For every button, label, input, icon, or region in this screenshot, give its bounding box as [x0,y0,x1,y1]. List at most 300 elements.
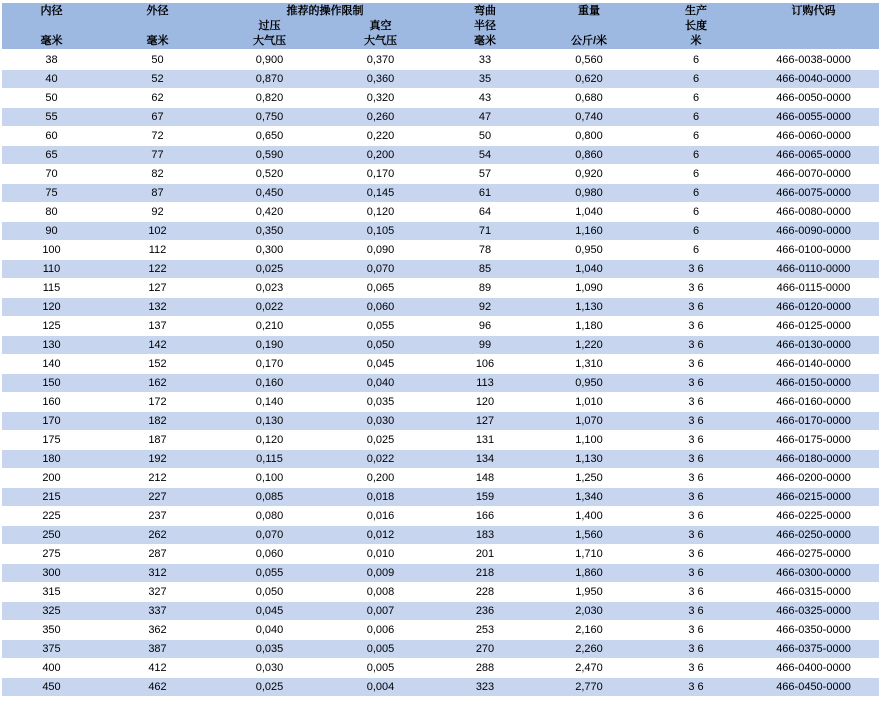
cell-bend-radius: 99 [436,336,534,355]
cell-weight: 2,030 [534,602,644,621]
cell-outer-diameter: 132 [101,298,214,317]
cell-bend-radius: 253 [436,621,534,640]
cell-overpressure: 0,450 [214,184,325,203]
cell-inner-diameter: 450 [2,678,101,697]
cell-order-code: 466-0070-0000 [748,165,879,184]
cell-vacuum: 0,018 [325,488,436,507]
cell-outer-diameter: 92 [101,203,214,222]
cell-overpressure: 0,520 [214,165,325,184]
cell-weight: 2,260 [534,640,644,659]
cell-overpressure: 0,210 [214,317,325,336]
cell-bend-radius: 236 [436,602,534,621]
cell-overpressure: 0,170 [214,355,325,374]
cell-order-code: 466-0110-0000 [748,260,879,279]
cell-production-length: 3 6 [644,621,748,640]
table-row [2,583,879,602]
table-row [2,488,879,507]
cell-weight: 1,250 [534,469,644,488]
col-production-header: 生产 [644,3,748,19]
cell-weight: 0,680 [534,89,644,108]
cell-bend-radius: 57 [436,165,534,184]
cell-weight: 1,040 [534,203,644,222]
cell-vacuum: 0,022 [325,450,436,469]
cell-inner-diameter: 70 [2,165,101,184]
cell-weight: 1,160 [534,222,644,241]
cell-outer-diameter: 362 [101,621,214,640]
cell-inner-diameter: 90 [2,222,101,241]
cell-bend-radius: 92 [436,298,534,317]
cell-production-length: 6 [644,70,748,89]
cell-production-length: 6 [644,184,748,203]
cell-weight: 1,180 [534,317,644,336]
cell-inner-diameter: 140 [2,355,101,374]
table-row [2,450,879,469]
cell-vacuum: 0,320 [325,89,436,108]
cell-bend-radius: 43 [436,89,534,108]
cell-production-length: 3 6 [644,450,748,469]
header-blank [2,19,101,34]
cell-production-length: 3 6 [644,260,748,279]
cell-vacuum: 0,360 [325,70,436,89]
table-row [2,279,879,298]
cell-bend-radius: 148 [436,469,534,488]
table-row [2,469,879,488]
cell-bend-radius: 33 [436,50,534,70]
table-row [2,222,879,241]
header-blank [101,19,214,34]
cell-inner-diameter: 200 [2,469,101,488]
cell-outer-diameter: 52 [101,70,214,89]
cell-overpressure: 0,025 [214,678,325,697]
cell-bend-radius: 47 [436,108,534,127]
cell-inner-diameter: 125 [2,317,101,336]
table-row [2,70,879,89]
cell-weight: 1,710 [534,545,644,564]
cell-inner-diameter: 300 [2,564,101,583]
cell-weight: 2,770 [534,678,644,697]
cell-bend-radius: 54 [436,146,534,165]
cell-inner-diameter: 180 [2,450,101,469]
cell-weight: 0,920 [534,165,644,184]
cell-overpressure: 0,100 [214,469,325,488]
cell-bend-radius: 228 [436,583,534,602]
cell-production-length: 3 6 [644,678,748,697]
table-row [2,507,879,526]
cell-production-length: 6 [644,108,748,127]
cell-outer-diameter: 127 [101,279,214,298]
cell-bend-radius: 183 [436,526,534,545]
cell-overpressure: 0,055 [214,564,325,583]
cell-production-length: 6 [644,127,748,146]
cell-weight: 1,010 [534,393,644,412]
col-order-code-header: 订购代码 [748,3,879,19]
cell-production-length: 3 6 [644,317,748,336]
col-outer-diameter-header: 外径 [101,3,214,19]
cell-outer-diameter: 212 [101,469,214,488]
cell-outer-diameter: 112 [101,241,214,260]
cell-order-code: 466-0060-0000 [748,127,879,146]
col-radius-header: 半径 [436,19,534,34]
cell-production-length: 6 [644,89,748,108]
cell-production-length: 3 6 [644,526,748,545]
unit-inner-diameter: 毫米 [2,34,101,50]
header-blank [748,19,879,34]
cell-bend-radius: 127 [436,412,534,431]
cell-bend-radius: 96 [436,317,534,336]
cell-order-code: 466-0225-0000 [748,507,879,526]
table-row [2,393,879,412]
cell-outer-diameter: 122 [101,260,214,279]
cell-production-length: 6 [644,165,748,184]
cell-inner-diameter: 215 [2,488,101,507]
cell-weight: 1,130 [534,298,644,317]
cell-outer-diameter: 262 [101,526,214,545]
cell-vacuum: 0,070 [325,260,436,279]
cell-bend-radius: 201 [436,545,534,564]
cell-order-code: 466-0215-0000 [748,488,879,507]
cell-overpressure: 0,040 [214,621,325,640]
cell-outer-diameter: 67 [101,108,214,127]
cell-vacuum: 0,170 [325,165,436,184]
table-row [2,298,879,317]
cell-inner-diameter: 375 [2,640,101,659]
cell-outer-diameter: 137 [101,317,214,336]
cell-production-length: 3 6 [644,279,748,298]
cell-outer-diameter: 227 [101,488,214,507]
cell-production-length: 3 6 [644,602,748,621]
cell-production-length: 3 6 [644,583,748,602]
cell-overpressure: 0,140 [214,393,325,412]
cell-vacuum: 0,200 [325,146,436,165]
table-row [2,336,879,355]
cell-order-code: 466-0325-0000 [748,602,879,621]
cell-overpressure: 0,300 [214,241,325,260]
cell-overpressure: 0,650 [214,127,325,146]
cell-inner-diameter: 40 [2,70,101,89]
table-row [2,50,879,70]
cell-outer-diameter: 187 [101,431,214,450]
cell-weight: 1,560 [534,526,644,545]
cell-inner-diameter: 160 [2,393,101,412]
cell-order-code: 466-0275-0000 [748,545,879,564]
cell-order-code: 466-0450-0000 [748,678,879,697]
cell-vacuum: 0,016 [325,507,436,526]
cell-vacuum: 0,035 [325,393,436,412]
table-row [2,678,879,697]
cell-vacuum: 0,010 [325,545,436,564]
cell-outer-diameter: 50 [101,50,214,70]
table-row [2,317,879,336]
cell-inner-diameter: 80 [2,203,101,222]
cell-vacuum: 0,220 [325,127,436,146]
cell-bend-radius: 166 [436,507,534,526]
cell-production-length: 3 6 [644,298,748,317]
cell-vacuum: 0,120 [325,203,436,222]
table-row [2,412,879,431]
cell-inner-diameter: 55 [2,108,101,127]
cell-overpressure: 0,420 [214,203,325,222]
cell-inner-diameter: 150 [2,374,101,393]
cell-bend-radius: 134 [436,450,534,469]
col-overpressure-header: 过压 [214,19,325,34]
table-row [2,431,879,450]
cell-overpressure: 0,060 [214,545,325,564]
cell-weight: 0,800 [534,127,644,146]
cell-bend-radius: 50 [436,127,534,146]
cell-production-length: 6 [644,222,748,241]
cell-bend-radius: 85 [436,260,534,279]
cell-order-code: 466-0075-0000 [748,184,879,203]
cell-overpressure: 0,130 [214,412,325,431]
cell-inner-diameter: 275 [2,545,101,564]
cell-vacuum: 0,260 [325,108,436,127]
table-row [2,89,879,108]
cell-overpressure: 0,900 [214,50,325,70]
cell-bend-radius: 159 [436,488,534,507]
cell-inner-diameter: 400 [2,659,101,678]
cell-vacuum: 0,007 [325,602,436,621]
cell-outer-diameter: 412 [101,659,214,678]
cell-bend-radius: 78 [436,241,534,260]
cell-overpressure: 0,115 [214,450,325,469]
cell-weight: 2,160 [534,621,644,640]
cell-order-code: 466-0400-0000 [748,659,879,678]
cell-outer-diameter: 312 [101,564,214,583]
cell-inner-diameter: 250 [2,526,101,545]
cell-vacuum: 0,040 [325,374,436,393]
cell-outer-diameter: 152 [101,355,214,374]
cell-outer-diameter: 62 [101,89,214,108]
header-row-titles [2,3,879,19]
cell-inner-diameter: 38 [2,50,101,70]
cell-vacuum: 0,105 [325,222,436,241]
col-length-header: 长度 [644,19,748,34]
cell-overpressure: 0,045 [214,602,325,621]
cell-order-code: 466-0170-0000 [748,412,879,431]
cell-bend-radius: 120 [436,393,534,412]
cell-production-length: 3 6 [644,355,748,374]
cell-overpressure: 0,820 [214,89,325,108]
cell-weight: 1,090 [534,279,644,298]
cell-overpressure: 0,085 [214,488,325,507]
cell-outer-diameter: 172 [101,393,214,412]
cell-outer-diameter: 462 [101,678,214,697]
cell-overpressure: 0,023 [214,279,325,298]
cell-bend-radius: 71 [436,222,534,241]
cell-bend-radius: 218 [436,564,534,583]
cell-vacuum: 0,200 [325,469,436,488]
cell-order-code: 466-0055-0000 [748,108,879,127]
cell-weight: 0,560 [534,50,644,70]
cell-inner-diameter: 175 [2,431,101,450]
cell-inner-diameter: 50 [2,89,101,108]
cell-weight: 0,950 [534,241,644,260]
unit-overpressure: 大气压 [214,34,325,50]
cell-vacuum: 0,005 [325,659,436,678]
cell-inner-diameter: 100 [2,241,101,260]
table-row [2,241,879,260]
cell-outer-diameter: 237 [101,507,214,526]
cell-vacuum: 0,060 [325,298,436,317]
cell-inner-diameter: 120 [2,298,101,317]
header-blank [534,19,644,34]
cell-overpressure: 0,035 [214,640,325,659]
table-row [2,545,879,564]
cell-overpressure: 0,070 [214,526,325,545]
cell-outer-diameter: 77 [101,146,214,165]
col-inner-diameter-header: 内径 [2,3,101,19]
cell-overpressure: 0,025 [214,260,325,279]
cell-inner-diameter: 325 [2,602,101,621]
table-row [2,355,879,374]
table-row [2,564,879,583]
cell-weight: 1,220 [534,336,644,355]
cell-production-length: 3 6 [644,431,748,450]
cell-inner-diameter: 65 [2,146,101,165]
cell-weight: 1,070 [534,412,644,431]
cell-weight: 1,100 [534,431,644,450]
cell-inner-diameter: 350 [2,621,101,640]
cell-vacuum: 0,030 [325,412,436,431]
header-row-units [2,34,879,50]
cell-weight: 0,950 [534,374,644,393]
col-weight-header: 重量 [534,3,644,19]
cell-bend-radius: 61 [436,184,534,203]
cell-outer-diameter: 102 [101,222,214,241]
cell-order-code: 466-0038-0000 [748,50,879,70]
cell-order-code: 466-0065-0000 [748,146,879,165]
cell-order-code: 466-0100-0000 [748,241,879,260]
cell-weight: 1,040 [534,260,644,279]
table-header [2,3,879,50]
cell-outer-diameter: 337 [101,602,214,621]
cell-bend-radius: 131 [436,431,534,450]
unit-length: 米 [644,34,748,50]
header-blank [748,34,879,50]
unit-bend-radius: 毫米 [436,34,534,50]
cell-weight: 2,470 [534,659,644,678]
table-row [2,146,879,165]
cell-order-code: 466-0375-0000 [748,640,879,659]
table-row [2,659,879,678]
cell-production-length: 6 [644,50,748,70]
cell-inner-diameter: 115 [2,279,101,298]
cell-order-code: 466-0090-0000 [748,222,879,241]
table-row [2,526,879,545]
cell-weight: 1,130 [534,450,644,469]
cell-vacuum: 0,045 [325,355,436,374]
cell-vacuum: 0,370 [325,50,436,70]
unit-outer-diameter: 毫米 [101,34,214,50]
cell-production-length: 3 6 [644,412,748,431]
cell-weight: 0,620 [534,70,644,89]
cell-production-length: 6 [644,241,748,260]
cell-vacuum: 0,012 [325,526,436,545]
cell-vacuum: 0,008 [325,583,436,602]
cell-production-length: 3 6 [644,507,748,526]
cell-order-code: 466-0350-0000 [748,621,879,640]
cell-order-code: 466-0300-0000 [748,564,879,583]
cell-outer-diameter: 162 [101,374,214,393]
cell-vacuum: 0,004 [325,678,436,697]
cell-vacuum: 0,145 [325,184,436,203]
cell-production-length: 3 6 [644,564,748,583]
cell-order-code: 466-0160-0000 [748,393,879,412]
unit-weight: 公斤/米 [534,34,644,50]
cell-production-length: 6 [644,146,748,165]
cell-bend-radius: 64 [436,203,534,222]
cell-bend-radius: 113 [436,374,534,393]
cell-overpressure: 0,160 [214,374,325,393]
cell-inner-diameter: 60 [2,127,101,146]
cell-overpressure: 0,590 [214,146,325,165]
cell-weight: 1,400 [534,507,644,526]
cell-weight: 1,950 [534,583,644,602]
cell-overpressure: 0,870 [214,70,325,89]
cell-order-code: 466-0150-0000 [748,374,879,393]
table-row [2,165,879,184]
cell-bend-radius: 89 [436,279,534,298]
table-row [2,184,879,203]
cell-inner-diameter: 130 [2,336,101,355]
cell-vacuum: 0,055 [325,317,436,336]
cell-weight: 1,310 [534,355,644,374]
table-row [2,260,879,279]
table-row [2,203,879,222]
table-row [2,374,879,393]
cell-production-length: 3 6 [644,545,748,564]
cell-inner-diameter: 225 [2,507,101,526]
cell-weight: 0,740 [534,108,644,127]
cell-weight: 0,860 [534,146,644,165]
cell-overpressure: 0,030 [214,659,325,678]
cell-vacuum: 0,050 [325,336,436,355]
cell-outer-diameter: 387 [101,640,214,659]
cell-outer-diameter: 327 [101,583,214,602]
cell-bend-radius: 35 [436,70,534,89]
cell-inner-diameter: 75 [2,184,101,203]
cell-production-length: 3 6 [644,640,748,659]
table-row [2,108,879,127]
cell-overpressure: 0,022 [214,298,325,317]
cell-order-code: 466-0140-0000 [748,355,879,374]
cell-outer-diameter: 142 [101,336,214,355]
cell-production-length: 3 6 [644,659,748,678]
table-row [2,621,879,640]
cell-weight: 1,340 [534,488,644,507]
cell-overpressure: 0,750 [214,108,325,127]
cell-bend-radius: 323 [436,678,534,697]
cell-order-code: 466-0040-0000 [748,70,879,89]
cell-outer-diameter: 287 [101,545,214,564]
cell-order-code: 466-0250-0000 [748,526,879,545]
cell-order-code: 466-0050-0000 [748,89,879,108]
cell-vacuum: 0,005 [325,640,436,659]
table-row [2,602,879,621]
cell-overpressure: 0,350 [214,222,325,241]
cell-order-code: 466-0080-0000 [748,203,879,222]
cell-bend-radius: 270 [436,640,534,659]
cell-inner-diameter: 170 [2,412,101,431]
cell-production-length: 3 6 [644,488,748,507]
cell-production-length: 3 6 [644,469,748,488]
cell-inner-diameter: 110 [2,260,101,279]
cell-overpressure: 0,120 [214,431,325,450]
cell-weight: 0,980 [534,184,644,203]
col-operating-limits-header: 推荐的操作限制 [214,3,436,19]
cell-order-code: 466-0115-0000 [748,279,879,298]
cell-production-length: 3 6 [644,374,748,393]
